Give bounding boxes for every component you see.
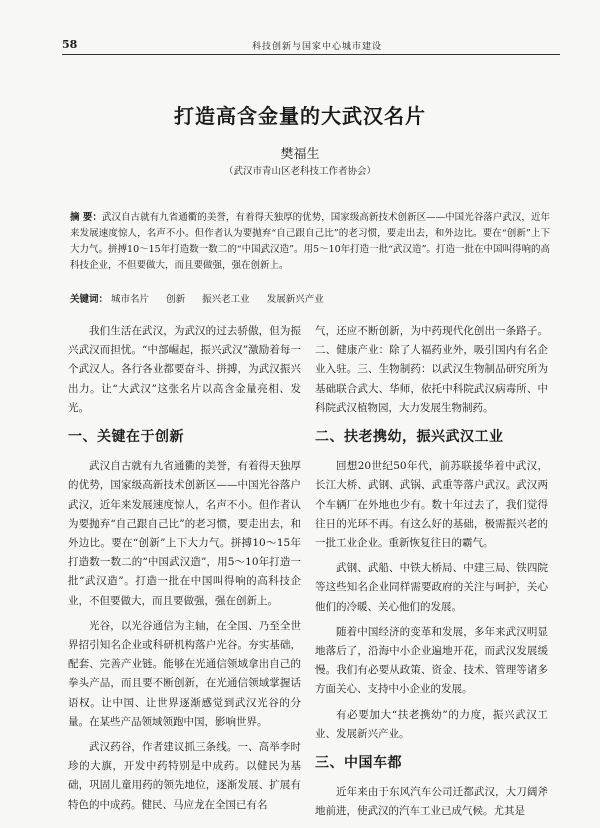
author-affiliation: （武汉市青山区老科技工作者协会） xyxy=(223,166,376,177)
page-header xyxy=(62,36,560,55)
keyword: 振兴老工业 xyxy=(202,294,250,305)
body-paragraph: 武汉药谷，作者建议抓三条线。一、高举李时珍的大旗，开发中药特别是中成药。以健民为基础，巩固儿童用药的领先地位，逐渐发展、扩展有特色的中成药。健民、马应龙在全国已有名 xyxy=(68,741,301,811)
abstract-label: 摘 要： xyxy=(70,212,102,223)
keywords-label: 关键词： xyxy=(70,294,109,305)
keyword: 创新 xyxy=(166,294,186,305)
author-name: 樊福生 xyxy=(280,147,320,162)
body-paragraph: 有必要加大“扶老携幼”的力度，振兴武汉工业、发展新兴产业。 xyxy=(315,708,548,740)
abstract-text: 武汉自古就有九省通衢的美誉，有着得天独厚的优势，国家级高新技术创新区——中国光谷落户武汉，近年来发展速度惊人，名声不小。但作者认为要抛弃“自己跟自己比”的老习惯，要走出去，和外边比。要在“创新”上下大力气。拼搏10～15年打造数一数二的“中国武汉造”。用5～10年打造一批“武汉造”。打造一批在中国叫得响的高科技企业，不但要做大，而且要做强，强在创新上。 xyxy=(70,212,550,271)
section-heading-2: 二、扶老携幼，振兴武汉工业 xyxy=(315,429,504,446)
abstract xyxy=(70,210,550,274)
page-number: 58 xyxy=(62,38,78,51)
running-head: 科技创新与国家中心城市建设 xyxy=(252,42,383,52)
body-paragraph: 武汉自古就有九省通衢的美誉，有着得天独厚的优势，国家级高新技术创新区——中国光谷落户武汉，近年来发展速度惊人，名声不小。但作者认为要抛弃“自己跟自己比”的老习惯，要走出去，和外边比。要在“创新”上下大力气。拼搏10～15年打造数一数二的“中国武汉造”，用5～10年打造一批“武汉造”。打造一批在中国叫得响的高科技企业，不但要做大，而且要做强，强在创新上。 xyxy=(68,460,301,607)
keyword: 发展新兴产业 xyxy=(266,294,324,305)
intro-paragraph: 我们生活在武汉，为武汉的过去骄傲，但为振兴武汉而担忧。“中部崛起，振兴武汉”激励着每一个武汉人。各行各业都要奋斗、拼搏，为武汉振兴出力。让“大武汉”这张名片以高含金量亮相、发光。 xyxy=(68,325,301,414)
section-heading-1: 一、关键在于创新 xyxy=(68,429,184,446)
body-paragraph: 武钢、武船、中铁大桥局、中建三局、铁四院等这些知名企业同样需要政府的关注与呵护，关心他们的冷暖、关心他们的发展。 xyxy=(315,562,548,613)
article-title: 打造高含金量的大武汉名片 xyxy=(174,104,426,128)
body-paragraph: 光谷，以光谷通信为主轴，在全国、乃至全世界招引知名企业或科研机构落户光谷。夯实基础，配套、完善产业链。能够在光通信领域拿出自己的拳头产品，而且要不断创新，在光通信领域掌握话语权。让中国、让世界逐渐感觉到武汉光谷的分量。在某些产品领域领跑中国，影响世界。 xyxy=(68,619,301,728)
body-paragraph: 回想20世纪50年代，前苏联援华着中武汉，长江大桥、武钢、武锅、武重等落户武汉。武汉两个车辆厂在外地也少有。数十年过去了，我们觉得往日的光环不再。有这么好的基础，极需振兴老的一批工业企业。重新恢复往日的霸气。 xyxy=(315,460,548,550)
left-column xyxy=(68,322,301,821)
keywords xyxy=(70,293,550,307)
keyword: 城市名片 xyxy=(111,294,150,305)
body-paragraph: 近年来由于东风汽车公司迁都武汉，大刀阔斧地前进，使武汉的汽车工业已成气候。尤其是 xyxy=(315,786,548,818)
right-column xyxy=(315,322,548,828)
section-heading-3: 三、中国车都 xyxy=(315,755,402,772)
body-paragraph: 气，还应不断创新，为中药现代化创出一条路子。二、健康产业：除了人福药业外，吸引国内有名企业入驻。三、生物制药：以武汉生物制品研究所为基础联合武大、华师，依托中科院武汉病毒所、中科院武汉植物园，大力发展生物制药。 xyxy=(315,325,548,414)
body-paragraph: 随着中国经济的变革和发展，多年来武汉明显地落后了，沿海中小企业遍地开花，而武汉发展缓慢。我们有必要从政策、资金、技术、管理等诸多方面关心、支持中小企业的发展。 xyxy=(315,625,548,696)
